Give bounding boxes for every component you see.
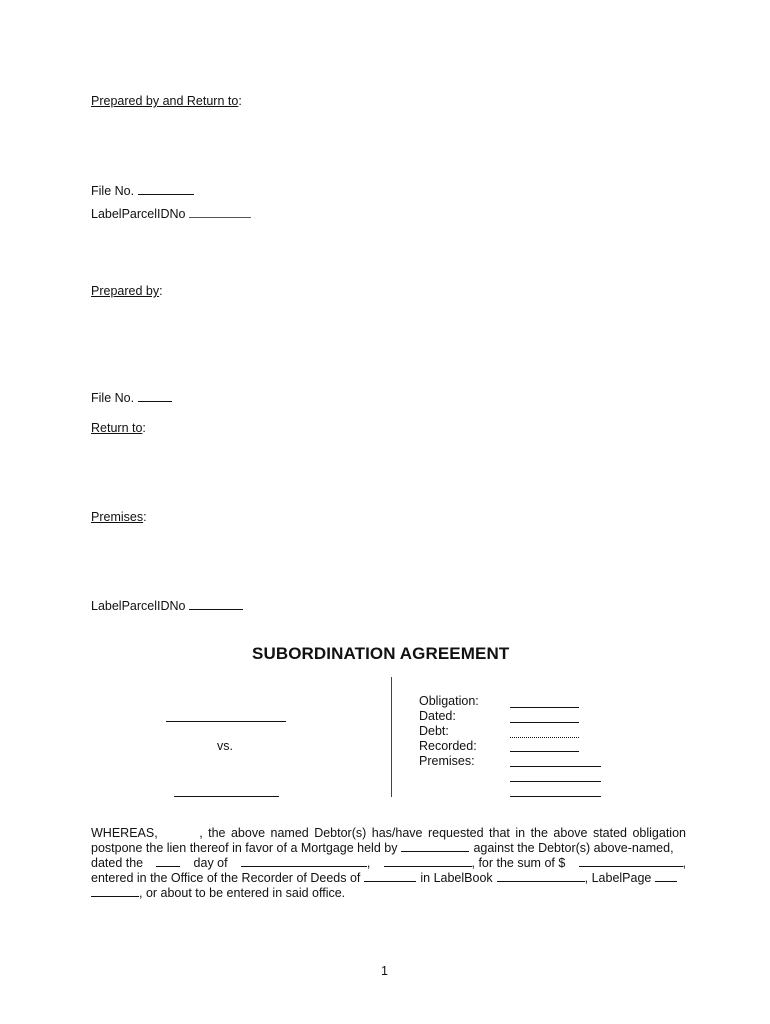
parcel-line <box>91 207 251 221</box>
body-line-1 <box>91 826 686 841</box>
parcel-blank-2[interactable] <box>189 599 243 610</box>
obligation-blank[interactable] <box>510 707 579 708</box>
body-line-3-a: dated the <box>91 856 144 870</box>
page-number: 1 <box>381 964 388 978</box>
premises-heading: Premises: <box>91 510 147 524</box>
premises-blank-1[interactable] <box>510 766 601 767</box>
body-line-2-a: postpone the lien thereof in favor of a Mortgage held by <box>91 841 398 855</box>
prepared-return-heading: Prepared by and Return to: <box>91 94 242 108</box>
body-line-3: dated the day of , , for the sum of $ , <box>91 856 686 870</box>
prepared-by-heading: Prepared by: <box>91 284 163 298</box>
dated-label: Dated: <box>419 709 456 723</box>
sum-blank[interactable] <box>579 856 683 867</box>
premises-label: Premises <box>91 510 144 524</box>
debt-blank[interactable] <box>510 737 579 738</box>
whereas-gap <box>158 826 200 841</box>
day-blank[interactable] <box>156 856 180 867</box>
file-no-blank[interactable] <box>138 184 194 195</box>
file-no-blank-2[interactable] <box>138 391 172 402</box>
mortgage-holder-blank[interactable] <box>401 841 469 852</box>
month-blank[interactable] <box>241 856 367 867</box>
return-to-heading: Return to: <box>91 421 146 435</box>
recorded-blank[interactable] <box>510 751 579 752</box>
parcel-blank[interactable] <box>189 207 251 218</box>
book-blank[interactable] <box>497 871 585 882</box>
column-divider <box>391 677 392 797</box>
body-line-5-a: , or about to be entered in said office. <box>139 886 346 900</box>
body-line-3-b: day of <box>193 856 228 870</box>
parcel-line-2 <box>91 599 243 613</box>
document-title: SUBORDINATION AGREEMENT <box>252 644 510 663</box>
body-line-2 <box>91 841 686 856</box>
file-no-label: File No. <box>91 184 135 198</box>
page-blank-cont[interactable] <box>91 886 139 897</box>
whereas-word: WHEREAS, <box>91 826 158 840</box>
premises-detail-label: Premises: <box>419 754 475 768</box>
body-line-1-text: , the above named Debtor(s) has/have requested that in the above stated obligation <box>199 826 686 840</box>
vs-text: vs. <box>217 739 233 753</box>
premises-blank-2[interactable] <box>510 781 601 782</box>
dated-blank[interactable] <box>510 722 579 723</box>
obligation-label: Obligation: <box>419 694 479 708</box>
whereas-paragraph <box>91 826 686 901</box>
creditor-name-line[interactable] <box>166 721 286 722</box>
page-blank[interactable] <box>655 871 677 882</box>
parcel-label: LabelParcelIDNo <box>91 207 186 221</box>
debtor-name-line[interactable] <box>174 796 279 797</box>
body-line-4-b: in LabelBook <box>420 871 493 885</box>
body-line-5 <box>91 886 686 901</box>
debt-label: Debt: <box>419 724 449 738</box>
body-line-4 <box>91 871 686 886</box>
year-blank[interactable] <box>384 856 472 867</box>
prepared-return-label: Prepared by and Return to <box>91 94 239 108</box>
file-no-line-2 <box>91 391 172 405</box>
recorded-label: Recorded: <box>419 739 477 753</box>
county-blank[interactable] <box>364 871 416 882</box>
file-no-label-2: File No. <box>91 391 135 405</box>
parcel-label-2: LabelParcelIDNo <box>91 599 186 613</box>
body-line-2-b: against the Debtor(s) above-named, <box>473 841 674 855</box>
body-line-3-d: , for the sum of $ <box>471 856 566 870</box>
file-no-line <box>91 184 194 198</box>
premises-blank-3[interactable] <box>510 796 601 797</box>
return-to-label: Return to <box>91 421 143 435</box>
body-line-4-c: , LabelPage <box>584 871 652 885</box>
body-line-4-a: entered in the Office of the Recorder of Deeds of <box>91 871 361 885</box>
prepared-by-label: Prepared by <box>91 284 160 298</box>
